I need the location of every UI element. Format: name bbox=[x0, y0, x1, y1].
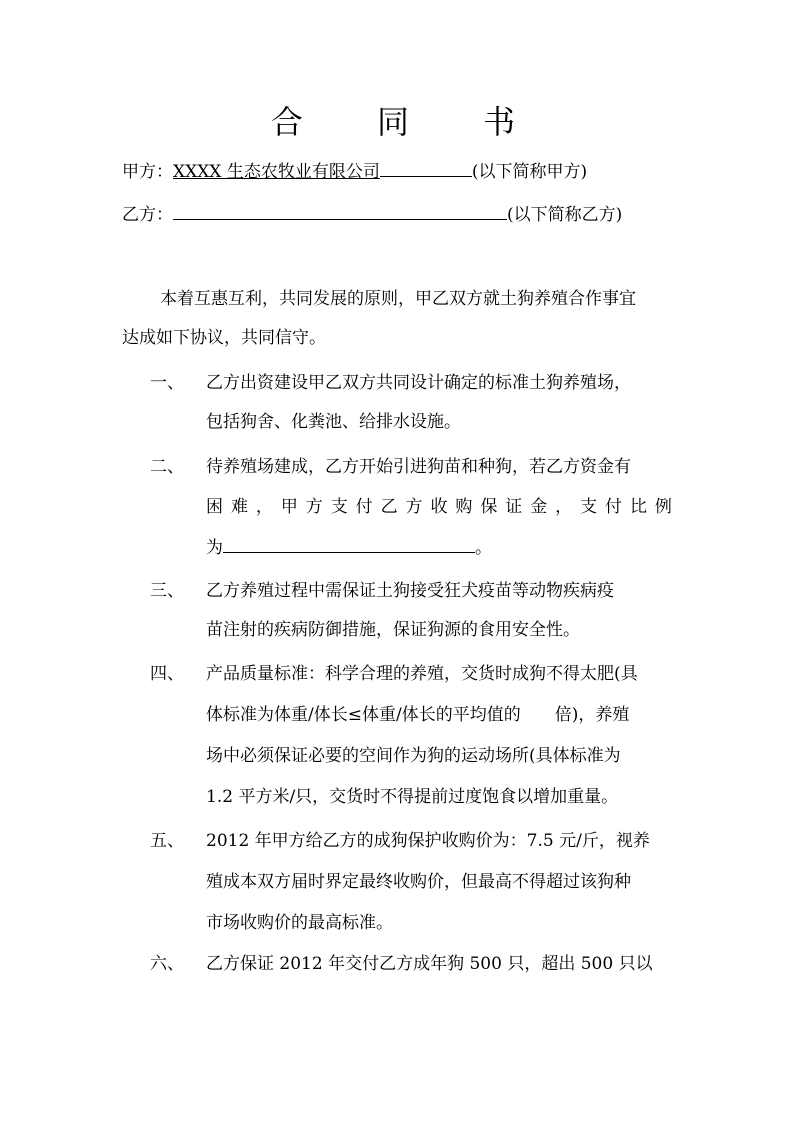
justified-char: 证 bbox=[505, 497, 523, 517]
clause-line: 殖成本双方届时界定最终收购价，但最高不得超过该狗种 bbox=[206, 872, 631, 892]
clause-line: 待养殖场建成，乙方开始引进狗苗和种狗，若乙方资金有 bbox=[206, 457, 631, 477]
justified-char: 金 bbox=[530, 497, 548, 517]
clause-line: 2012 年甲方给乙方的成狗保护收购价为：7.5 元/斤，视养 bbox=[206, 831, 650, 851]
ratio-suffix: 。 bbox=[475, 538, 492, 558]
intro-line-1: 本着互惠互利，共同发展的原则，甲乙双方就土狗养殖合作事宜 bbox=[160, 289, 636, 309]
clause-line-with-blank bbox=[206, 533, 492, 558]
document-title: 合 同 书 bbox=[270, 103, 548, 141]
justified-char: ， bbox=[255, 497, 273, 517]
justified-char: 甲 bbox=[280, 497, 298, 517]
justified-char: 困 bbox=[206, 497, 223, 517]
justified-char: 保 bbox=[480, 497, 498, 517]
party-a-blank bbox=[380, 158, 472, 177]
party-b-suffix: (以下简称乙方) bbox=[507, 205, 623, 225]
clause-line: 产品质量标准：科学合理的养殖，交货时成狗不得太肥(具 bbox=[206, 664, 638, 684]
justified-char: 付 bbox=[355, 497, 373, 517]
clause-line: 乙方养殖过程中需保证土狗接受狂犬疫苗等动物疾病疫 bbox=[206, 581, 614, 601]
party-a-line bbox=[122, 158, 587, 184]
clause-line: 乙方出资建设甲乙双方共同设计确定的标准土狗养殖场， bbox=[206, 373, 631, 393]
party-b-prefix: 乙方： bbox=[122, 205, 173, 225]
justified-char: 乙 bbox=[380, 497, 398, 517]
clause-number: 一、 bbox=[150, 373, 184, 393]
justified-char: 比 bbox=[629, 497, 647, 517]
party-a-name: XXXX 生态农牧业有限公司 bbox=[173, 162, 380, 182]
clause-line: 体标准为体重/体长≤体重/体长的平均值的 倍)，养殖 bbox=[206, 705, 630, 725]
clause-line: 乙方保证 2012 年交付乙方成年狗 500 只，超出 500 只以 bbox=[206, 954, 653, 974]
clause-line: 1.2 平方米/只，交货时不得提前过度饱食以增加重量。 bbox=[206, 787, 619, 807]
clause-line: 包括狗舍、化粪池、给排水设施。 bbox=[206, 412, 461, 432]
party-a-prefix: 甲方： bbox=[122, 162, 173, 182]
intro-line-2: 达成如下协议，共同信守。 bbox=[122, 328, 326, 348]
clause-line-justified bbox=[206, 492, 672, 517]
justified-char: 方 bbox=[305, 497, 323, 517]
clause-number: 六、 bbox=[150, 954, 184, 974]
clause-number: 三、 bbox=[150, 581, 184, 601]
payment-ratio-blank bbox=[223, 534, 475, 553]
clause-number: 五、 bbox=[150, 831, 184, 851]
justified-char: 方 bbox=[405, 497, 423, 517]
ratio-prefix: 为 bbox=[206, 538, 223, 558]
justified-char: 付 bbox=[605, 497, 622, 517]
justified-char: 支 bbox=[580, 497, 598, 517]
justified-char: 购 bbox=[455, 497, 473, 517]
clause-line: 场中必须保证必要的空间作为狗的运动场所(具体标准为 bbox=[206, 746, 621, 766]
justified-char: 难 bbox=[230, 497, 248, 517]
justified-char: 例 bbox=[654, 497, 672, 517]
clause-number: 二、 bbox=[150, 457, 184, 477]
clause-line: 苗注射的疾病防御措施，保证狗源的食用安全性。 bbox=[206, 620, 580, 640]
clause-line: 市场收购价的最高标准。 bbox=[206, 913, 393, 933]
justified-char: 收 bbox=[430, 497, 448, 517]
party-b-blank bbox=[173, 201, 507, 220]
party-b-line bbox=[122, 201, 622, 227]
justified-char: ， bbox=[555, 497, 573, 517]
justified-char: 支 bbox=[330, 497, 348, 517]
party-a-suffix: (以下简称甲方) bbox=[471, 162, 588, 182]
clause-number: 四、 bbox=[150, 664, 184, 684]
